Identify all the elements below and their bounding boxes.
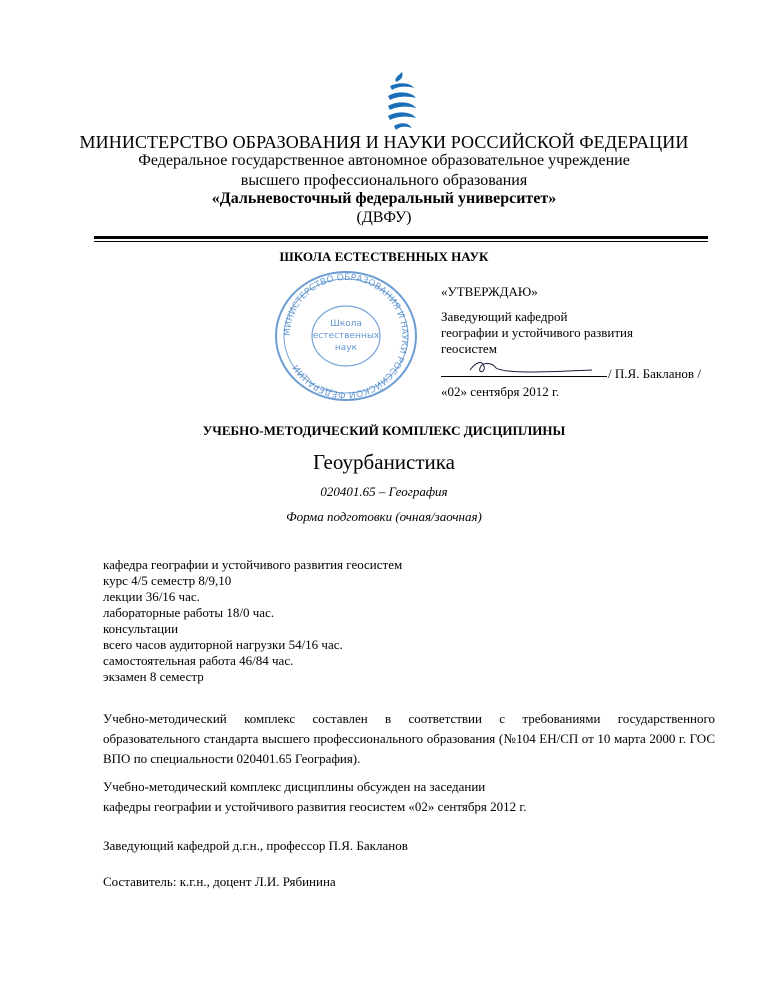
seal-stamp-icon: [272, 268, 420, 404]
discussed-line-2: кафедры географии и устойчивого развития геосистем «02» сентября 2012 г.: [103, 799, 527, 814]
seal-center-line-2: естественных: [312, 331, 380, 341]
course-info-item: всего часов аудиторной нагрузки 54/16 час.: [103, 637, 343, 652]
document-type: УЧЕБНО-МЕТОДИЧЕСКИЙ КОМПЛЕКС ДИСЦИПЛИНЫ: [202, 423, 566, 438]
course-info-item: лекции 36/16 час.: [103, 589, 200, 604]
approval-position-line-2: географии и устойчивого развития: [441, 325, 633, 340]
university-logo-icon: [380, 70, 424, 132]
header-divider-thin: [94, 241, 708, 242]
standard-paragraph: Учебно-методический комплекс составлен в соответствии с требованиями государственного образовательного стандарта высшего профессионального образования (№104 ЕН/СП от 10 марта 2000 г. ГОС ВПО по специальности 020401.65 География).: [103, 711, 715, 766]
approval-title: «УТВЕРЖДАЮ»: [441, 284, 538, 299]
department-head: Заведующий кафедрой д.г.н., профессор П.Я. Бакланов: [103, 838, 408, 853]
university-name: «Дальневосточный федеральный университет»: [211, 190, 557, 207]
discussed-line-1: Учебно-методический комплекс дисциплины обсужден на заседании: [103, 779, 486, 794]
study-form: Форма подготовки (очная/заочная): [286, 509, 482, 524]
course-info-item: самостоятельная работа 46/84 час.: [103, 653, 294, 668]
signature-mark-icon: [466, 356, 596, 378]
approval-position-line-1: Заведующий кафедрой: [441, 309, 568, 324]
course-info-item: лабораторные работы 18/0 час.: [103, 605, 275, 620]
specialty: 020401.65 – География: [320, 484, 448, 499]
approval-signer: / П.Я. Бакланов /: [608, 366, 701, 381]
course-info-item: курс 4/5 семестр 8/9,10: [103, 573, 232, 588]
ministry-title: МИНИСТЕРСТВО ОБРАЗОВАНИЯ И НАУКИ РОССИЙСКОЙ ФЕДЕРАЦИИ: [79, 132, 689, 152]
approval-date: «02» сентября 2012 г.: [441, 384, 560, 399]
university-abbr: (ДВФУ): [356, 209, 412, 226]
approval-position-line-3: геосистем: [441, 341, 497, 356]
seal-center-line-3: наук: [334, 343, 358, 353]
discipline-name: Геоурбанистика: [313, 450, 455, 474]
school-name: ШКОЛА ЕСТЕСТВЕННЫХ НАУК: [279, 249, 489, 264]
seal-center-line-1: Школа: [330, 319, 362, 329]
course-info-item: консультации: [103, 621, 179, 636]
course-info-item: кафедра географии и устойчивого развития геосистем: [103, 557, 403, 572]
institution-line-1: Федеральное государственное автономное образовательное учреждение: [138, 152, 630, 169]
seal-ring-text: МИНИСТЕРСТВО ОБРАЗОВАНИЯ И НАУКИ РОССИЙСКОЙ ФЕДЕРАЦИИ: [282, 272, 410, 400]
header-divider-thick: [94, 236, 708, 239]
institution-line-2: высшего профессионального образования: [240, 172, 528, 189]
document-author: Составитель: к.г.н., доцент Л.И. Рябинина: [103, 874, 336, 889]
course-info-item: экзамен 8 семестр: [103, 669, 204, 684]
